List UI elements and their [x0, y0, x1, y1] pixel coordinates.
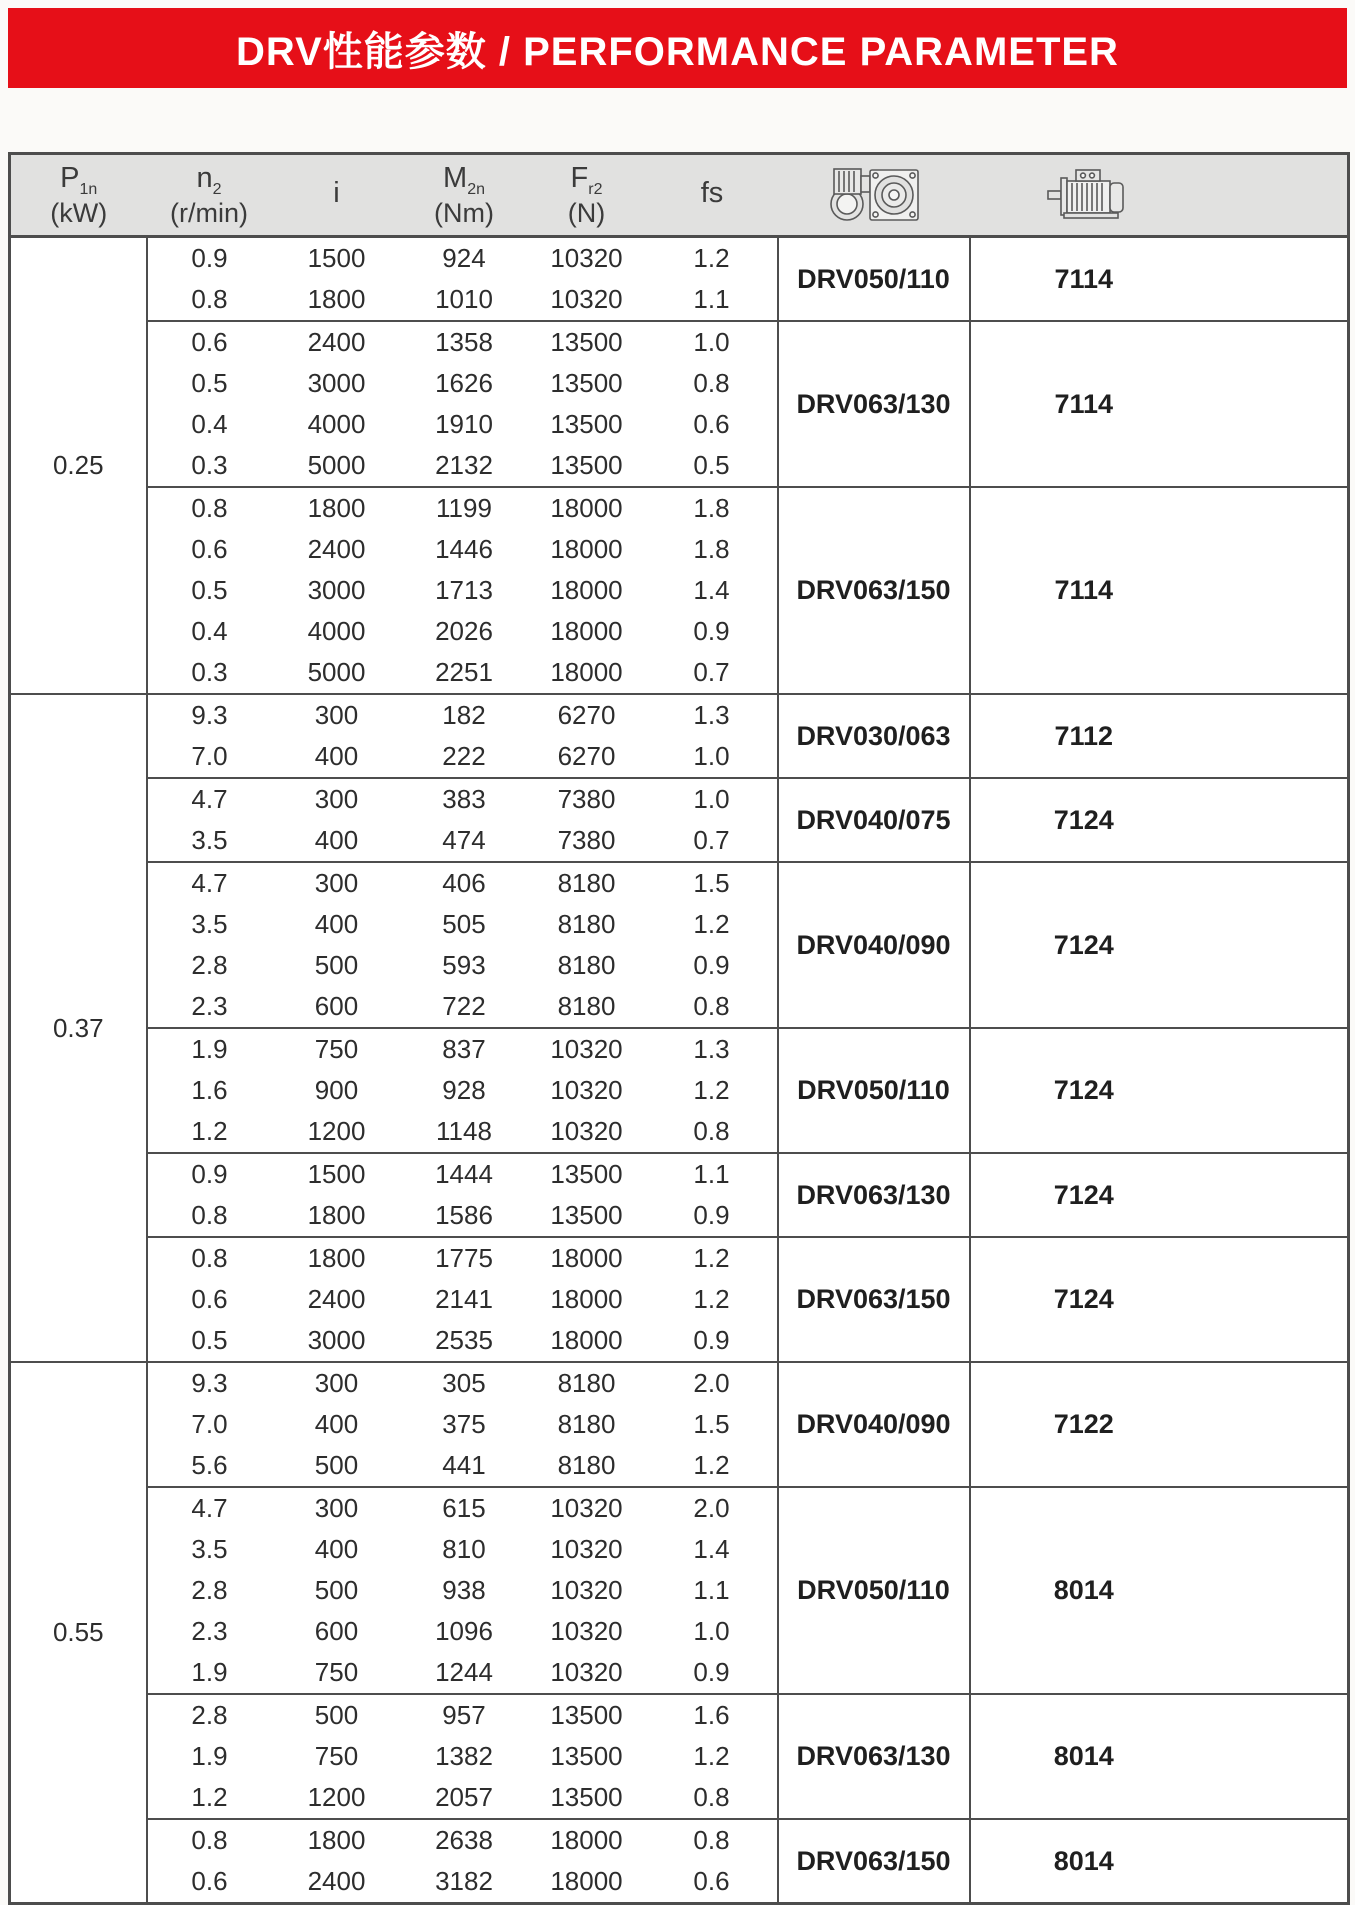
m2n-cell: 593	[442, 950, 486, 980]
fs-cell: 0.8	[693, 991, 730, 1021]
table-row	[10, 1819, 1349, 1861]
model-cell: DRV050/110	[778, 1487, 970, 1694]
i-cell: 750	[272, 1028, 402, 1070]
fr2-cell: 13500	[550, 1782, 623, 1812]
i-cell: 300	[272, 1362, 402, 1404]
gearbox-icon	[778, 166, 970, 224]
fs-cell: 1.5	[693, 1409, 730, 1439]
motor-icon	[970, 168, 1198, 222]
fs-cell: 1.0	[647, 778, 778, 820]
fs-cell: 1.8	[693, 534, 730, 564]
n2-cell: 1.2	[191, 1116, 228, 1146]
fs-cell: 0.8	[693, 368, 730, 398]
i-cell: 400	[314, 741, 359, 771]
i-cell: 300	[272, 778, 402, 820]
m2n-cell: 1244	[435, 1657, 493, 1687]
n2-cell: 0.5	[191, 368, 228, 398]
m2n-cell: 375	[442, 1409, 486, 1439]
i-cell: 300	[272, 1487, 402, 1529]
i-cell: 4000	[307, 409, 366, 439]
n2-cell: 3.5	[191, 1534, 228, 1564]
i-cell: 500	[272, 1694, 402, 1736]
motor-cell: 8014	[970, 1819, 1349, 1904]
fr2-cell: 18000	[550, 616, 623, 646]
i-cell: 600	[314, 991, 359, 1021]
i-cell: 400	[314, 1409, 359, 1439]
motor-cell: 7112	[970, 694, 1349, 778]
fr2-cell: 8180	[527, 862, 647, 904]
fs-cell: 1.2	[693, 1741, 730, 1771]
m2n-cell: 722	[442, 991, 486, 1021]
i-cell: 1800	[272, 1237, 402, 1279]
i-cell: 600	[314, 1616, 359, 1646]
fr2-cell: 18000	[550, 575, 623, 605]
fs-cell: 1.3	[647, 694, 778, 736]
n2-cell: 4.7	[147, 862, 272, 904]
fs-cell: 1.6	[647, 1694, 778, 1736]
fr2-cell: 13500	[550, 409, 623, 439]
table-row	[10, 321, 1349, 363]
motor-cell: 8014	[970, 1694, 1349, 1819]
fs-cell: 1.4	[693, 1534, 730, 1564]
table-row	[10, 1237, 1349, 1279]
motor-cell: 7114	[970, 321, 1349, 487]
i-cell: 3000	[307, 368, 366, 398]
i-cell: 1200	[307, 1782, 366, 1812]
n2-cell: 0.4	[191, 616, 228, 646]
fs-cell: 1.1	[693, 284, 730, 314]
m2n-cell: 1148	[436, 1116, 492, 1146]
m2n-cell: 474	[442, 825, 486, 855]
col-header-fr2: $F_{r2}$ (N)	[527, 154, 647, 237]
model-cell: DRV050/110	[778, 237, 970, 322]
fs-cell: 1.2	[693, 1284, 730, 1314]
i-cell: 1800	[307, 284, 366, 314]
n2-cell: 1.2	[191, 1782, 228, 1812]
i-cell: 1800	[272, 1819, 402, 1861]
i-cell: 750	[314, 1657, 359, 1687]
m2n-cell: 182	[402, 694, 527, 736]
fs-cell: 2.0	[647, 1487, 778, 1529]
m2n-cell: 406	[402, 862, 527, 904]
model-cell: DRV040/075	[778, 778, 970, 862]
table-row	[10, 1153, 1349, 1195]
n2-cell: 9.3	[147, 694, 272, 736]
fr2-cell: 18000	[527, 1237, 647, 1279]
table-header-row	[10, 154, 1349, 237]
m2n-cell: 305	[402, 1362, 527, 1404]
m2n-cell: 837	[402, 1028, 527, 1070]
i-cell: 400	[314, 909, 359, 939]
i-cell: 300	[272, 694, 402, 736]
fs-cell: 0.9	[693, 1657, 730, 1687]
fr2-cell: 8180	[557, 950, 616, 980]
n2-cell: 0.9	[147, 1153, 272, 1195]
fs-cell: 1.3	[647, 1028, 778, 1070]
motor-cell: 7124	[970, 778, 1349, 862]
n2-cell: 2.3	[191, 1616, 228, 1646]
motor-cell: 7124	[970, 1028, 1349, 1153]
n2-cell: 4.7	[147, 1487, 272, 1529]
m2n-cell: 1586	[435, 1200, 493, 1230]
n2-cell: 0.6	[191, 1866, 228, 1896]
motor-cell: 7124	[970, 1237, 1349, 1362]
fs-cell: 0.8	[693, 1116, 730, 1146]
p1n-cell: 0.37	[10, 694, 147, 1362]
m2n-cell: 1358	[402, 321, 527, 363]
fr2-cell: 8180	[527, 1362, 647, 1404]
col-header-gearbox	[778, 154, 970, 237]
n2-cell: 0.6	[191, 534, 228, 564]
i-cell: 500	[314, 950, 359, 980]
model-cell: DRV040/090	[778, 862, 970, 1028]
m2n-cell: 1444	[402, 1153, 527, 1195]
m2n-cell: 2638	[402, 1819, 527, 1861]
m2n-cell: 1446	[435, 534, 493, 564]
m2n-cell: 1096	[435, 1616, 493, 1646]
table-row	[10, 862, 1349, 904]
m2n-cell: 1010	[435, 284, 493, 314]
fr2-cell: 18000	[550, 1284, 623, 1314]
fr2-cell: 13500	[527, 321, 647, 363]
m2n-cell: 1626	[435, 368, 493, 398]
n2-cell: 0.4	[191, 409, 228, 439]
fr2-cell: 8180	[557, 1450, 616, 1480]
fr2-cell: 13500	[527, 1694, 647, 1736]
fs-cell: 1.2	[647, 1237, 778, 1279]
fs-cell: 1.2	[647, 237, 778, 280]
m2n-cell: 3182	[435, 1866, 493, 1896]
n2-cell: 0.3	[191, 450, 228, 480]
n2-cell: 0.8	[147, 1237, 272, 1279]
m2n-cell: 2251	[435, 657, 493, 687]
m2n-cell: 2057	[435, 1782, 493, 1812]
fs-cell: 1.0	[647, 321, 778, 363]
fr2-cell: 18000	[550, 657, 623, 687]
fr2-cell: 6270	[557, 741, 616, 771]
n2-cell: 1.6	[191, 1075, 228, 1105]
fr2-cell: 10320	[527, 1487, 647, 1529]
fr2-cell: 18000	[550, 1325, 623, 1355]
fs-cell: 1.0	[693, 1616, 730, 1646]
fs-cell: 0.9	[693, 1200, 730, 1230]
model-cell: DRV063/150	[778, 1819, 970, 1904]
m2n-cell: 928	[442, 1075, 486, 1105]
fr2-cell: 10320	[550, 284, 623, 314]
fs-cell: 0.8	[693, 1782, 730, 1812]
motor-cell: 8014	[970, 1487, 1349, 1694]
i-cell: 4000	[307, 616, 366, 646]
m2n-cell: 441	[442, 1450, 486, 1480]
table-row	[10, 487, 1349, 529]
fs-cell: 1.4	[693, 575, 730, 605]
m2n-cell: 938	[442, 1575, 486, 1605]
i-cell: 2400	[307, 1866, 366, 1896]
n2-cell: 7.0	[191, 741, 228, 771]
table-row	[10, 1487, 1349, 1529]
i-cell: 500	[314, 1450, 359, 1480]
performance-parameter-table	[8, 152, 1350, 1905]
fs-cell: 0.9	[693, 616, 730, 646]
i-cell: 5000	[307, 450, 366, 480]
fs-cell: 1.2	[693, 1450, 730, 1480]
m2n-cell: 957	[402, 1694, 527, 1736]
m2n-cell: 924	[402, 237, 527, 280]
p1n-cell: 0.25	[10, 237, 147, 695]
m2n-cell: 1713	[435, 575, 493, 605]
motor-cell: 7114	[970, 237, 1349, 322]
fs-cell: 1.8	[647, 487, 778, 529]
banner	[8, 8, 1347, 88]
table-body	[10, 237, 1349, 1904]
fr2-cell: 10320	[550, 1616, 623, 1646]
n2-cell: 7.0	[191, 1409, 228, 1439]
m2n-cell: 505	[442, 909, 486, 939]
fr2-cell: 18000	[550, 1866, 623, 1896]
fr2-cell: 10320	[550, 1575, 623, 1605]
i-cell: 5000	[307, 657, 366, 687]
motor-cell: 7124	[970, 862, 1349, 1028]
n2-cell: 1.9	[191, 1657, 228, 1687]
m2n-cell: 1910	[435, 409, 493, 439]
fr2-cell: 8180	[557, 991, 616, 1021]
fs-cell: 0.7	[693, 657, 730, 687]
i-cell: 400	[314, 1534, 359, 1564]
n2-cell: 2.8	[191, 950, 228, 980]
fr2-cell: 8180	[557, 909, 616, 939]
col-header-p1n: $P_{1n}$ (kW)	[10, 154, 147, 237]
n2-cell: 1.9	[147, 1028, 272, 1070]
i-cell: 300	[272, 862, 402, 904]
fr2-cell: 10320	[550, 1116, 623, 1146]
model-cell: DRV063/130	[778, 1153, 970, 1237]
m2n-cell: 615	[402, 1487, 527, 1529]
fs-cell: 1.5	[647, 862, 778, 904]
i-cell: 2400	[307, 1284, 366, 1314]
n2-cell: 5.6	[191, 1450, 228, 1480]
fs-cell: 1.1	[647, 1153, 778, 1195]
col-header-fs: fs	[647, 154, 778, 237]
motor-cell: 7124	[970, 1153, 1349, 1237]
motor-cell: 7114	[970, 487, 1349, 694]
i-cell: 400	[314, 825, 359, 855]
col-header-i: i	[272, 154, 402, 237]
fs-cell: 1.2	[693, 1075, 730, 1105]
n2-cell: 0.8	[147, 1819, 272, 1861]
fr2-cell: 7380	[557, 825, 616, 855]
m2n-cell: 1382	[435, 1741, 493, 1771]
fs-cell: 0.6	[693, 409, 730, 439]
fs-cell: 0.7	[693, 825, 730, 855]
fr2-cell: 10320	[527, 1028, 647, 1070]
n2-cell: 0.6	[191, 1284, 228, 1314]
fs-cell: 1.0	[693, 741, 730, 771]
n2-cell: 3.5	[191, 825, 228, 855]
fr2-cell: 13500	[550, 368, 623, 398]
fr2-cell: 18000	[550, 534, 623, 564]
col-header-motor	[970, 154, 1349, 237]
fr2-cell: 10320	[550, 1075, 623, 1105]
n2-cell: 0.6	[147, 321, 272, 363]
i-cell: 500	[314, 1575, 359, 1605]
m2n-cell: 222	[442, 741, 486, 771]
fr2-cell: 13500	[527, 1153, 647, 1195]
model-cell: DRV063/150	[778, 1237, 970, 1362]
col-header-m2n: $M_{2n}$ (Nm)	[402, 154, 527, 237]
n2-cell: 9.3	[147, 1362, 272, 1404]
fr2-cell: 8180	[557, 1409, 616, 1439]
fs-cell: 0.9	[693, 950, 730, 980]
m2n-cell: 1199	[402, 487, 527, 529]
col-header-n2: $n_2$ (r/min)	[147, 154, 272, 237]
table-row	[10, 1362, 1349, 1404]
n2-cell: 2.8	[191, 1575, 228, 1605]
table-row	[10, 1694, 1349, 1736]
fr2-cell: 10320	[550, 1534, 623, 1564]
i-cell: 900	[314, 1075, 359, 1105]
n2-cell: 0.8	[147, 487, 272, 529]
i-cell: 1500	[272, 237, 402, 280]
table-row	[10, 1028, 1349, 1070]
table-row	[10, 778, 1349, 820]
fs-cell: 1.2	[693, 909, 730, 939]
n2-cell: 0.9	[147, 237, 272, 280]
fr2-cell: 13500	[550, 1741, 623, 1771]
i-cell: 1200	[307, 1116, 366, 1146]
fr2-cell: 18000	[527, 487, 647, 529]
banner-title: DRV性能参数 / PERFORMANCE PARAMETER	[236, 29, 1119, 74]
i-cell: 2400	[307, 534, 366, 564]
model-cell: DRV040/090	[778, 1362, 970, 1487]
p1n-cell: 0.55	[10, 1362, 147, 1904]
n2-cell: 0.3	[191, 657, 228, 687]
model-cell: DRV063/130	[778, 321, 970, 487]
i-cell: 3000	[307, 575, 366, 605]
n2-cell: 1.9	[191, 1741, 228, 1771]
m2n-cell: 2132	[435, 450, 493, 480]
fr2-cell: 18000	[527, 1819, 647, 1861]
i-cell: 2400	[272, 321, 402, 363]
table-row	[10, 694, 1349, 736]
m2n-cell: 1775	[402, 1237, 527, 1279]
m2n-cell: 810	[442, 1534, 486, 1564]
fr2-cell: 10320	[550, 1657, 623, 1687]
fs-cell: 0.6	[693, 1866, 730, 1896]
fs-cell: 0.8	[647, 1819, 778, 1861]
fr2-cell: 7380	[527, 778, 647, 820]
fs-cell: 2.0	[647, 1362, 778, 1404]
i-cell: 3000	[307, 1325, 366, 1355]
m2n-cell: 2141	[435, 1284, 493, 1314]
fr2-cell: 6270	[527, 694, 647, 736]
i-cell: 1800	[272, 487, 402, 529]
i-cell: 1500	[272, 1153, 402, 1195]
fs-cell: 1.1	[693, 1575, 730, 1605]
n2-cell: 2.3	[191, 991, 228, 1021]
n2-cell: 2.8	[147, 1694, 272, 1736]
model-cell: DRV050/110	[778, 1028, 970, 1153]
n2-cell: 4.7	[147, 778, 272, 820]
n2-cell: 0.8	[191, 1200, 228, 1230]
fr2-cell: 10320	[527, 237, 647, 280]
fs-cell: 0.9	[693, 1325, 730, 1355]
m2n-cell: 2535	[435, 1325, 493, 1355]
n2-cell: 3.5	[191, 909, 228, 939]
fs-cell: 0.5	[693, 450, 730, 480]
table-row	[10, 237, 1349, 280]
model-cell: DRV030/063	[778, 694, 970, 778]
i-cell: 1800	[307, 1200, 366, 1230]
m2n-cell: 2026	[435, 616, 493, 646]
n2-cell: 0.8	[191, 284, 228, 314]
model-cell: DRV063/150	[778, 487, 970, 694]
m2n-cell: 383	[402, 778, 527, 820]
model-cell: DRV063/130	[778, 1694, 970, 1819]
fr2-cell: 13500	[550, 1200, 623, 1230]
n2-cell: 0.5	[191, 1325, 228, 1355]
motor-cell: 7122	[970, 1362, 1349, 1487]
i-cell: 750	[314, 1741, 359, 1771]
fr2-cell: 13500	[550, 450, 623, 480]
n2-cell: 0.5	[191, 575, 228, 605]
